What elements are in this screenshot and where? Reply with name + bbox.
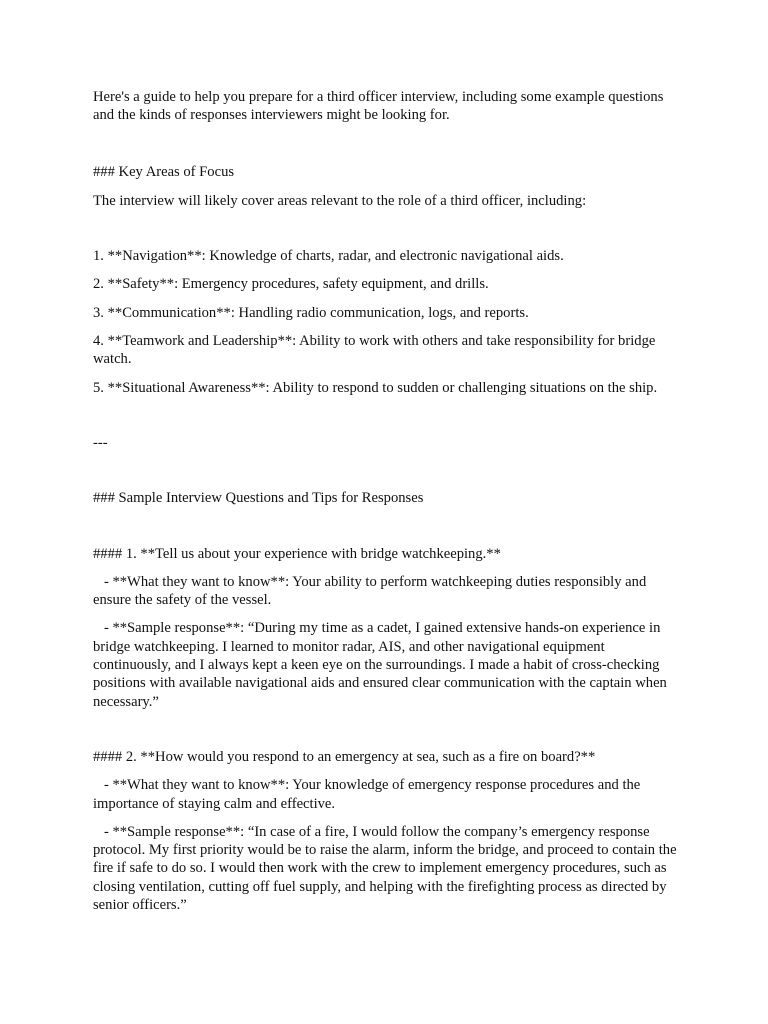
question-want: - **What they want to know**: Your knowledge of emergency response procedures and the importance of staying calm and effective. [93,777,644,812]
key-area-item: 1. **Navigation**: Knowledge of charts, radar, and electronic navigational aids. [93,248,564,265]
question-want: - **What they want to know**: Your ability to perform watchkeeping duties responsibly and ensure the safety of the vessel. [93,573,650,609]
key-areas-heading: ### Key Areas of Focus [93,163,235,180]
section-divider: --- [93,434,108,451]
intro-paragraph: Here's a guide to help you prepare for a third officer interview, including some example questions and the kinds of responses interviewers might be looking for. [93,89,668,124]
question-sample-response: - **Sample response**: “In case of a fire, I would follow the company’s emergency response protocol. My first priority would be to raise the alarm, inform the bridge, and proceed to contain the fire if safe to do so. I would then work with the crew to implement emergency procedures, such as closing ventilation, cutting off fuel supply, and helping with the firefighting process as directed by senior officers.” [93,823,681,914]
question-title: #### 1. **Tell us about your experience with bridge watchkeeping.** [93,545,501,562]
question-title: #### 2. **How would you respond to an emergency at sea, such as a fire on board?** [93,748,596,765]
key-area-item: 2. **Safety**: Emergency procedures, safety equipment, and drills. [93,276,489,293]
key-area-item: 4. **Teamwork and Leadership**: Ability to work with others and take responsibility for bridge watch. [93,333,659,368]
key-area-item: 5. **Situational Awareness**: Ability to respond to sudden or challenging situations on the ship. [93,379,658,396]
key-areas-lead: The interview will likely cover areas relevant to the role of a third officer, including: [93,192,587,209]
question-sample-response: - **Sample response**: “During my time as a cadet, I gained extensive hands-on experience in bridge watchkeeping. I learned to monitor radar, AIS, and other navigational equipment continuously, and I always kept a keen eye on the surroundings. I made a habit of cross-checking positions with available navigational aids and ensured clear communication with the captain when necessary.” [93,620,671,710]
questions-heading: ### Sample Interview Questions and Tips for Responses [93,490,424,507]
document-page [93,88,683,914]
key-area-item: 3. **Communication**: Handling radio communication, logs, and reports. [93,304,529,321]
